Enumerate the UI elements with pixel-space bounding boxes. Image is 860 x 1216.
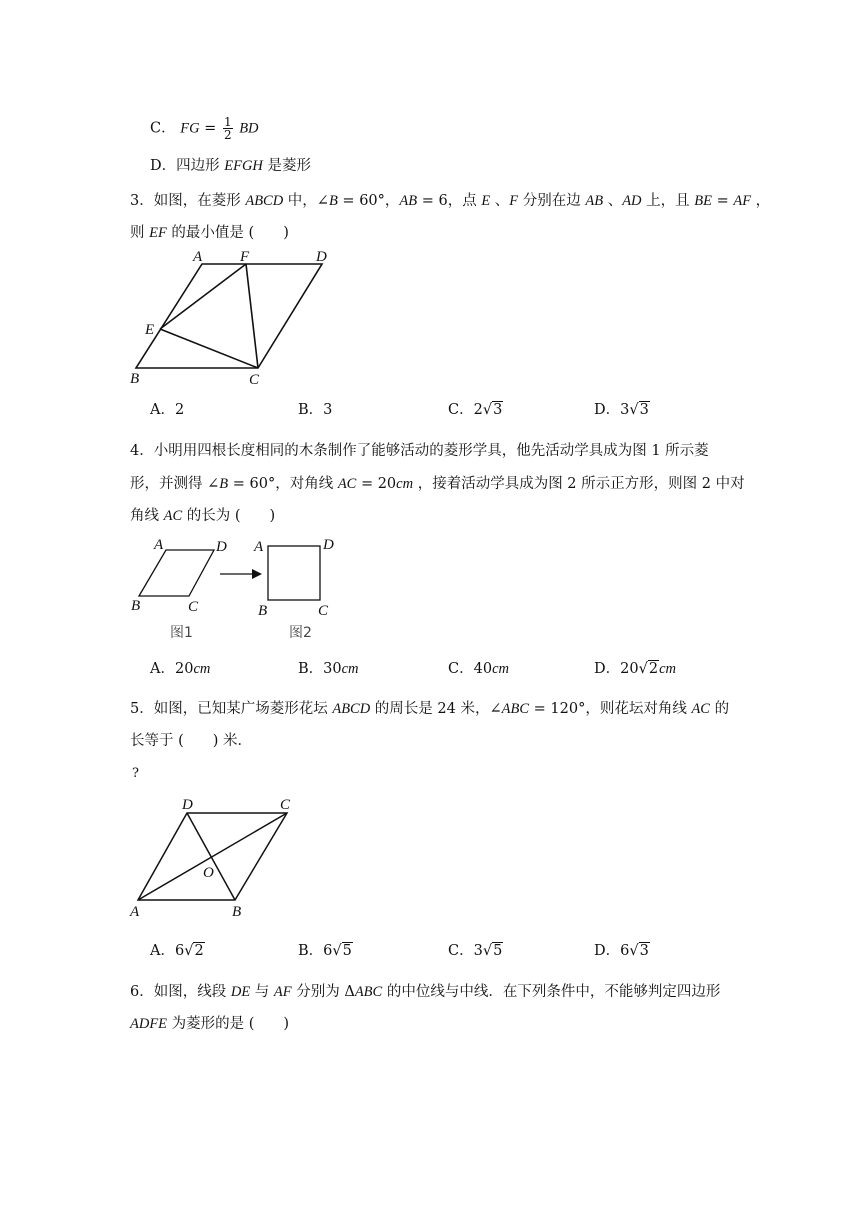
option-label: B． — [298, 661, 324, 677]
option-label: C． — [150, 120, 176, 137]
option-value: 3 — [323, 402, 333, 418]
math-text: EF — [149, 225, 167, 241]
option-radicand: 5 — [342, 943, 352, 959]
label-c: C — [249, 372, 260, 388]
option-label: D． — [594, 661, 621, 677]
option-coef: 6 — [174, 943, 185, 959]
math-text: F — [509, 193, 519, 209]
option-radicand: 3 — [639, 943, 649, 959]
option-label: B． — [298, 402, 324, 418]
math-text: ABC — [354, 984, 383, 1000]
fig2-label-a: A — [254, 539, 264, 555]
text: = — [711, 193, 734, 209]
math-text: AC — [691, 701, 710, 717]
math-text: ABCD — [332, 701, 371, 717]
text: 的最小值是 ( ) — [166, 225, 289, 241]
label-d: D — [182, 797, 193, 813]
q6-stem-line-2 — [130, 1014, 289, 1034]
math-text: ∠ABC — [489, 701, 530, 717]
option-label: A． — [150, 402, 175, 418]
option-unit: cm — [341, 661, 359, 677]
option-radicand: 2 — [648, 661, 659, 677]
fraction-numerator: 1 — [223, 115, 232, 129]
option-value: 40 — [473, 661, 493, 677]
math-text: BD — [239, 120, 259, 137]
fig2-label-c: C — [318, 603, 329, 619]
option-coef: 2 — [473, 402, 483, 418]
math-text: E — [481, 193, 491, 209]
text: ，接着活动学具成为图 2 所示正方形，则图 2 中对 — [413, 476, 745, 492]
fig2-caption: 图2 — [289, 625, 312, 641]
option-radicand: 3 — [493, 402, 503, 418]
math-text: ABCD — [245, 193, 284, 209]
text: ， — [751, 193, 771, 209]
text: 的中位线与中线．在下列条件中，不能够判定四边形 — [382, 984, 721, 1000]
math-text: AF — [733, 193, 752, 209]
option-unit: cm — [659, 661, 676, 677]
text: 、 — [603, 193, 623, 209]
text: = 60°，对角线 — [228, 476, 338, 492]
diagonal-ac — [138, 813, 287, 900]
fig1-caption: 图1 — [170, 625, 193, 641]
text: 3．如图，在菱形 — [130, 193, 246, 209]
option-value: 30 — [323, 661, 342, 677]
label-o: O — [203, 865, 214, 881]
fig1-label-b: B — [131, 598, 141, 614]
option-label: C． — [448, 402, 474, 418]
label-f: F — [240, 249, 250, 265]
text: = 20 — [356, 476, 397, 492]
option-label: D． — [594, 402, 621, 418]
text: 形，并测得 ∠ — [130, 476, 220, 492]
option-label: A． — [150, 943, 175, 959]
q3-option-c[interactable]: C．2√3 — [448, 402, 503, 418]
option-unit: cm — [193, 661, 211, 677]
option-label: A． — [150, 661, 175, 677]
fig2-label-d: D — [323, 537, 334, 553]
option-value: 20 — [174, 661, 194, 677]
text: 角线 — [130, 508, 164, 524]
option-label: C． — [448, 661, 474, 677]
q3-option-d[interactable]: D．3√3 — [594, 402, 649, 418]
math-text: AD — [622, 193, 642, 209]
option-coef: 3 — [473, 943, 483, 959]
math-text: AF — [273, 984, 292, 1000]
text: = 120°，则花坛对角线 — [529, 701, 692, 717]
q5-option-d[interactable]: D．6√3 — [594, 943, 649, 959]
text: 分别在边 — [518, 193, 586, 209]
text: 四边形 — [176, 158, 225, 174]
option-label: D． — [150, 158, 177, 174]
text: 、 — [490, 193, 510, 209]
text: = 6，点 — [417, 193, 482, 209]
text: 中，∠ — [283, 193, 329, 209]
text: 的 — [709, 701, 730, 717]
option-radicand: 5 — [493, 943, 503, 959]
label-c: C — [280, 797, 291, 813]
option-coef: 20 — [620, 661, 639, 677]
fig2-label-b: B — [258, 603, 268, 619]
math-text: cm — [396, 476, 414, 492]
diagonal-bd — [187, 813, 235, 900]
option-label: D． — [594, 943, 621, 959]
math-text: AB — [399, 193, 418, 209]
option-label: B． — [298, 943, 324, 959]
fig1-label-a: A — [154, 537, 164, 553]
text: 则 — [130, 225, 150, 241]
math-text: AB — [585, 193, 604, 209]
text: 分别为 Δ — [291, 984, 355, 1000]
math-text: DE — [230, 984, 251, 1000]
math-text: BE — [694, 193, 712, 209]
q6-stem-line-1 — [130, 982, 720, 1002]
text: = 60°， — [337, 193, 400, 209]
fraction-denominator: 2 — [223, 128, 232, 142]
math-text: ADFE — [130, 1016, 168, 1032]
option-unit: cm — [492, 661, 509, 677]
math-text: B — [328, 193, 338, 209]
math-text: AC — [337, 476, 357, 492]
option-coef: 3 — [620, 402, 630, 418]
text: 的周长是 24 米， — [370, 701, 490, 717]
text: 是菱形 — [262, 158, 312, 174]
text: 上，且 — [641, 193, 695, 209]
text: 与 — [250, 984, 274, 1000]
text: 5．如图，已知某广场菱形花坛 — [130, 701, 333, 717]
option-coef: 6 — [620, 943, 630, 959]
option-coef: 6 — [323, 943, 333, 959]
text: 为菱形的是 ( ) — [167, 1016, 290, 1032]
q5-option-a[interactable]: A．6√2 — [150, 943, 204, 959]
fig1-label-d: D — [216, 539, 227, 555]
option-value: 2 — [174, 402, 185, 418]
q4-option-d[interactable]: D．20√2cm — [594, 661, 676, 677]
option-radicand: 3 — [639, 402, 649, 418]
q5-qmark: ? — [132, 766, 139, 781]
fig1-label-c: C — [188, 599, 199, 615]
math-text: B — [219, 476, 229, 492]
math-text: AC — [163, 508, 183, 524]
q5-stem-line-2: 长等于 ( ) 米． — [130, 733, 253, 749]
text: 6．如图，线段 — [130, 984, 231, 1000]
label-a: A — [193, 249, 203, 265]
label-e: E — [145, 322, 155, 338]
option-label: C． — [448, 943, 474, 959]
math-text: FG — [180, 120, 200, 137]
label-b: B — [130, 371, 140, 387]
label-a: A — [130, 904, 140, 920]
label-d: D — [316, 249, 327, 265]
option-radicand: 2 — [194, 943, 204, 959]
math-text: = — [204, 120, 217, 137]
text: 的长为 ( ) — [182, 508, 276, 524]
q5-option-b[interactable]: B．6√5 — [298, 943, 352, 959]
q4-stem-line-1: 4．小明用四根长度相同的木条制作了能够活动的菱形学具，他先活动学具成为图 1 所示菱 — [130, 443, 709, 459]
math-text: EFGH — [224, 158, 263, 174]
label-b: B — [232, 904, 242, 920]
q5-option-c[interactable]: C．3√5 — [448, 943, 503, 959]
